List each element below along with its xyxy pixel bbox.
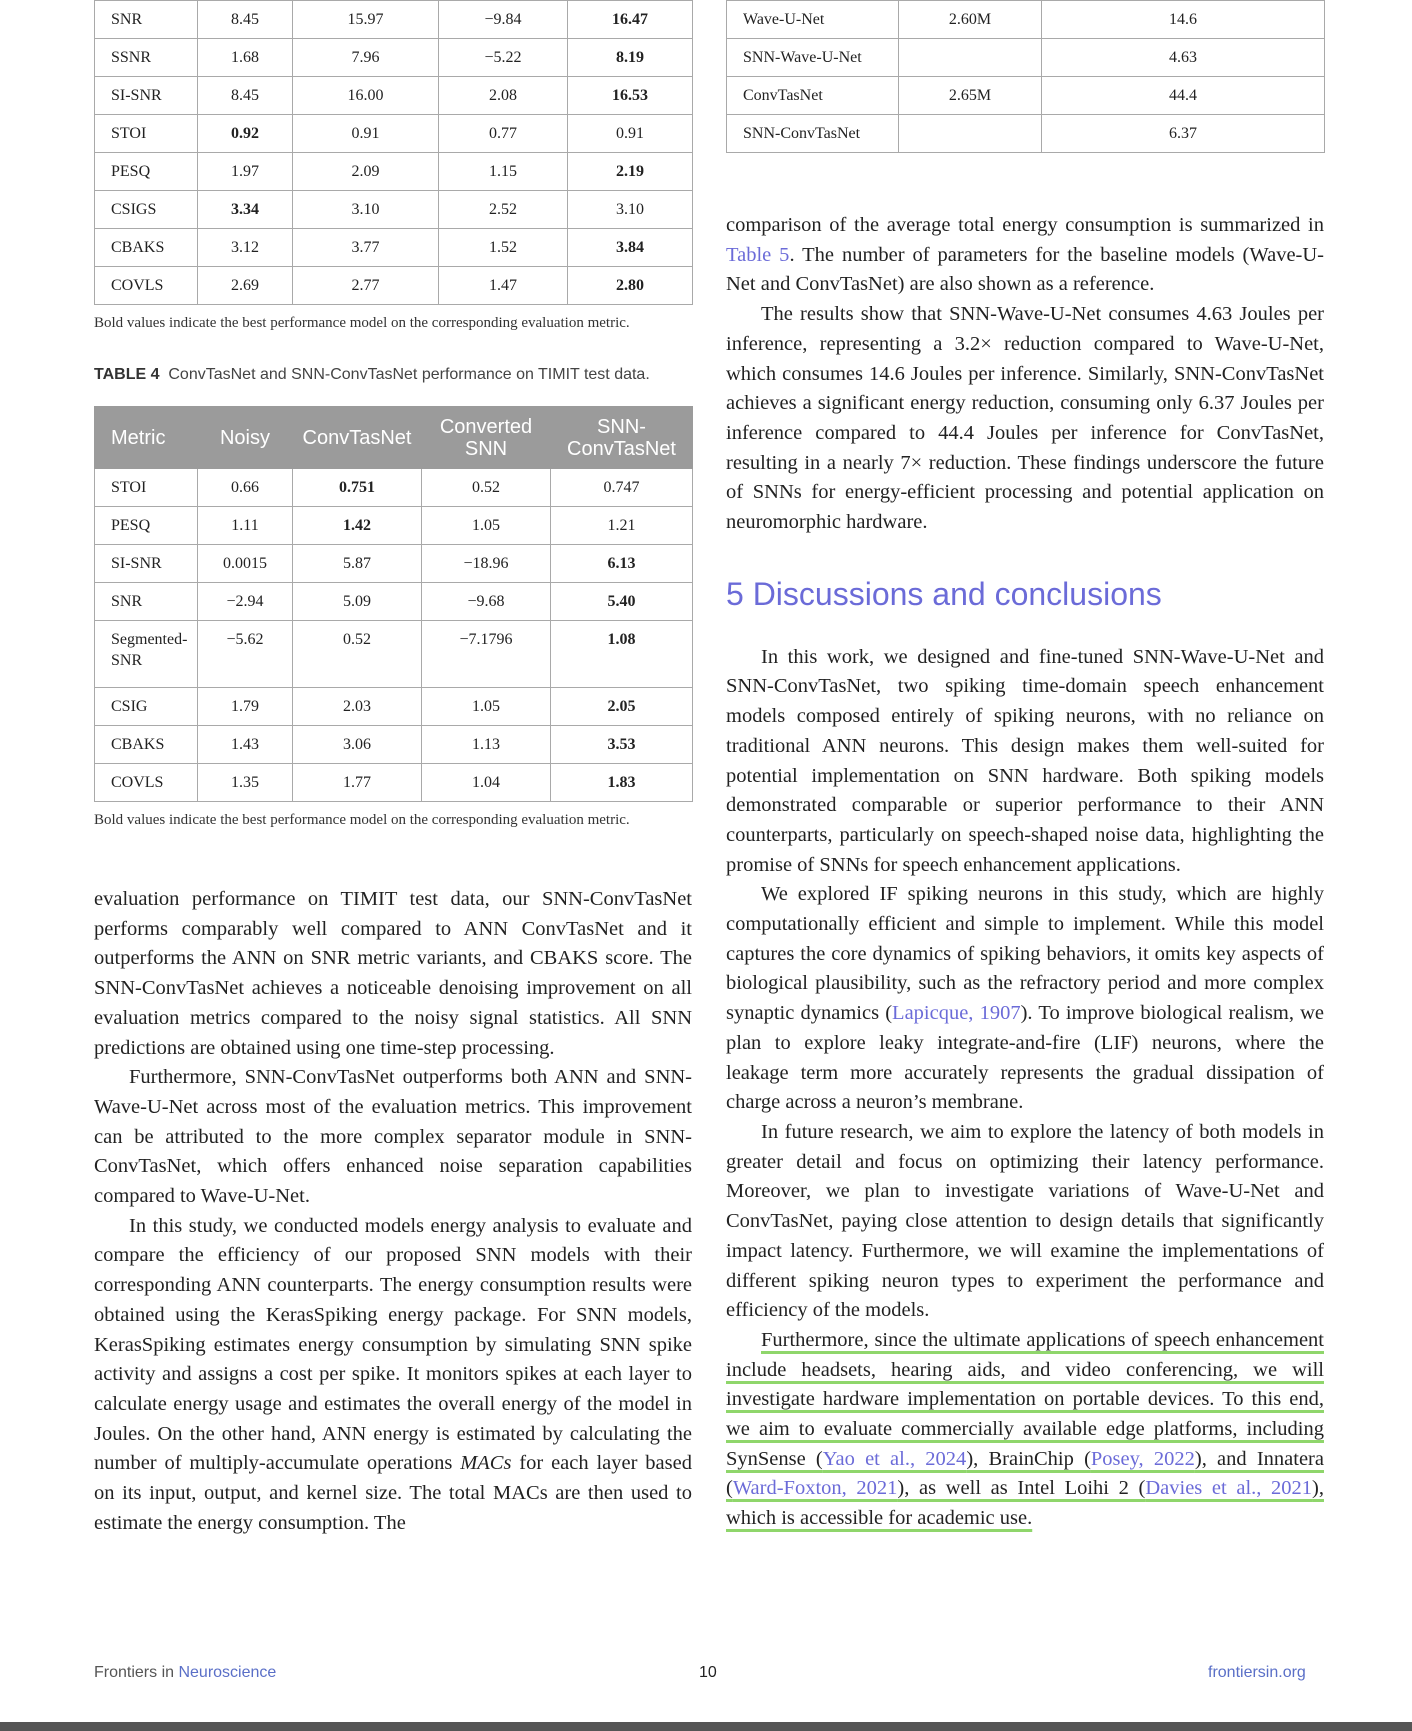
paragraph: In this study, we conducted models energy analysis to evaluate and compare the efficiency of our proposed SNN models with their corresponding ANN counterparts. The energy consumption results were obtained using the KerasSpiking energy package. For SNN models, KerasSpiking estimates energy consumption by simulating SNN spike activity and assigns a cost per spike. It monitors spikes at each layer to calculate energy usage and estimates the overall energy of the model in Joules. On the other hand, ANN energy is estimated by calculating the number of multiply-accumulate operations MACs for each layer based on its input, output, and kernel size. The total MACs are then used to estimate the energy consumption. The	[94, 1214, 692, 1534]
value-cell: 5.87	[293, 545, 422, 583]
citation-link[interactable]: Davies et al., 2021	[1145, 1477, 1313, 1500]
column-header: Converted SNN	[422, 407, 551, 469]
value-cell: 1.13	[422, 726, 551, 764]
table-4-note: Bold values indicate the best performance model on the corresponding evaluation metric.	[94, 812, 630, 828]
value-cell: 2.05	[551, 688, 693, 726]
table-row	[95, 191, 693, 229]
table-row	[95, 545, 693, 583]
column-header: SNN-ConvTasNet	[551, 407, 693, 469]
value-cell: 1.05	[422, 507, 551, 545]
table-row	[727, 1, 1325, 39]
metric-cell: CBAKS	[95, 726, 198, 764]
value-cell: 2.69	[198, 267, 293, 305]
params-cell: 2.60M	[899, 1, 1042, 39]
energy-cell: 4.63	[1042, 39, 1325, 77]
metric-cell: Segmented-SNR	[95, 621, 198, 688]
journal-link[interactable]: Neuroscience	[178, 1664, 277, 1681]
value-cell: −5.22	[439, 39, 568, 77]
table-row	[95, 267, 693, 305]
value-cell: 2.80	[568, 267, 693, 305]
table-row	[727, 39, 1325, 77]
table-3-note: Bold values indicate the best performance model on the corresponding evaluation metric.	[94, 315, 630, 331]
value-cell: 1.08	[551, 621, 693, 688]
left-column	[94, 0, 692, 1538]
value-cell: 2.77	[293, 267, 439, 305]
bottom-bar	[0, 1722, 1412, 1731]
table-row	[95, 153, 693, 191]
value-cell: 1.79	[198, 688, 293, 726]
params-cell	[899, 39, 1042, 77]
table-row	[95, 229, 693, 267]
site-link[interactable]: frontiersin.org	[1208, 1664, 1306, 1681]
value-cell: 5.40	[551, 583, 693, 621]
value-cell: 0.91	[568, 115, 693, 153]
right-column	[726, 0, 1324, 1534]
discussion-text	[726, 643, 1324, 1534]
table-row	[95, 77, 693, 115]
paragraph: evaluation performance on TIMIT test data, our SNN-ConvTasNet performs comparably well compared to ANN ConvTasNet and it outperforms the ANN on SNR metric variants, and CBAKS score. The SNN-ConvTasNet achieves a noticeable denoising improvement on all evaluation metrics compared to the noisy signal statistics. All SNN predictions are obtained using one time-step processing.	[94, 888, 692, 1059]
value-cell: 3.53	[551, 726, 693, 764]
value-cell: 1.77	[293, 764, 422, 802]
footer-site	[1208, 1664, 1306, 1682]
metric-cell: STOI	[95, 469, 198, 507]
value-cell: 3.12	[198, 229, 293, 267]
table-row	[95, 115, 693, 153]
value-cell: 1.35	[198, 764, 293, 802]
left-body-text	[94, 885, 692, 1538]
value-cell: 1.05	[422, 688, 551, 726]
value-cell: 3.84	[568, 229, 693, 267]
value-cell: 0.0015	[198, 545, 293, 583]
value-cell: 0.52	[293, 621, 422, 688]
citation-link[interactable]: Lapicque, 1907	[892, 1002, 1021, 1025]
paragraph: The results show that SNN-Wave-U-Net consumes 4.63 Joules per inference, representing a 3.2× reduction compared to Wave-U-Net, which consumes 14.6 Joules per inference. Similarly, SNN-ConvTasNet achieves a significant energy reduction, consuming only 6.37 Joules per inference compared to 44.4 Joules per inference for ConvTasNet, resulting in a nearly 7× reduction. These findings underscore the future of SNNs for energy-efficient processing and potential application on neuromorphic hardware.	[726, 303, 1324, 534]
value-cell: 15.97	[293, 1, 439, 39]
metric-cell: COVLS	[95, 267, 198, 305]
table-row	[95, 583, 693, 621]
table-row	[95, 726, 693, 764]
highlighted-paragraph: Furthermore, since the ultimate applications of speech enhancement include headsets, hearing aids, and video conferencing, we will investigate hardware implementation on portable devices. To this end, we aim to evaluate commercially available edge platforms, including SynSense (Yao et al., 2024), BrainChip (Posey, 2022), and Innatera (Ward-Foxton, 2021), as well as Intel Loihi 2 (Davies et al., 2021), which is accessible for academic use.	[726, 1328, 1324, 1530]
table-row	[95, 507, 693, 545]
value-cell: 6.13	[551, 545, 693, 583]
value-cell: 8.19	[568, 39, 693, 77]
value-cell: 3.10	[293, 191, 439, 229]
table-5	[726, 0, 1325, 153]
section-heading: 5 Discussions and conclusions	[726, 575, 1162, 612]
params-cell	[899, 115, 1042, 153]
value-cell: 2.03	[293, 688, 422, 726]
params-cell: 2.65M	[899, 77, 1042, 115]
table-4	[94, 406, 693, 802]
value-cell: 0.52	[422, 469, 551, 507]
value-cell: 16.00	[293, 77, 439, 115]
value-cell: 0.92	[198, 115, 293, 153]
value-cell: 0.91	[293, 115, 439, 153]
column-header: Metric	[95, 407, 198, 469]
metric-cell: SNR	[95, 1, 198, 39]
metric-cell: COVLS	[95, 764, 198, 802]
value-cell: −9.68	[422, 583, 551, 621]
value-cell: 1.52	[439, 229, 568, 267]
paragraph: Furthermore, SNN-ConvTasNet outperforms both ANN and SNN-Wave-U-Net across most of the evaluation metrics. This improvement can be attributed to the more complex separator module in SNN-ConvTasNet, which offers enhanced noise separation capabilities compared to Wave-U-Net.	[94, 1066, 692, 1208]
value-cell: 3.10	[568, 191, 693, 229]
value-cell: 2.52	[439, 191, 568, 229]
table-row	[95, 764, 693, 802]
metric-cell: SNR	[95, 583, 198, 621]
table-row	[95, 39, 693, 77]
paragraph: In future research, we aim to explore the latency of both models in greater detail and focus on optimizing their latency performance. Moreover, we plan to investigate variations of Wave-U-Net and ConvTasNet, paying close attention to design details that significantly impact latency. Furthermore, we will examine the implementations of different spiking neuron types to experiment the performance and efficiency of the models.	[726, 1120, 1324, 1322]
table-4-caption-text: ConvTasNet and SNN-ConvTasNet performance on TIMIT test data.	[168, 366, 650, 383]
metric-cell: CSIGS	[95, 191, 198, 229]
metric-cell: CBAKS	[95, 229, 198, 267]
table-row	[95, 621, 693, 688]
paragraph: In this work, we designed and fine-tuned SNN-Wave-U-Net and SNN-ConvTasNet, two spiking time-domain speech enhancement models composed entirely of spiking neurons, with no reliance on traditional ANN neurons. This design makes them well-suited for potential implementation on SNN hardware. Both spiking models demonstrated comparable or superior performance to their ANN counterparts, particularly on speech-shaped noise data, highlighting the promise of SNNs for speech enhancement applications.	[726, 645, 1324, 876]
citation-link[interactable]: Ward-Foxton, 2021	[732, 1477, 898, 1500]
value-cell: 1.68	[198, 39, 293, 77]
citation-link[interactable]: Posey, 2022	[1090, 1447, 1195, 1470]
energy-cell: 44.4	[1042, 77, 1325, 115]
table-row	[95, 469, 693, 507]
metric-cell: PESQ	[95, 507, 198, 545]
value-cell: 0.747	[551, 469, 693, 507]
value-cell: −2.94	[198, 583, 293, 621]
value-cell: 3.34	[198, 191, 293, 229]
metric-cell: PESQ	[95, 153, 198, 191]
paragraph: comparison of the average total energy consumption is summarized in Table 5. The number of parameters for the baseline models (Wave-U-Net and ConvTasNet) are also shown as a reference.	[726, 214, 1324, 296]
table-row	[727, 115, 1325, 153]
value-cell: 16.47	[568, 1, 693, 39]
value-cell: 2.08	[439, 77, 568, 115]
model-cell: SNN-Wave-U-Net	[727, 39, 899, 77]
value-cell: 1.42	[293, 507, 422, 545]
model-cell: Wave-U-Net	[727, 1, 899, 39]
value-cell: 1.11	[198, 507, 293, 545]
footer-journal: Frontiers in Neuroscience	[94, 1664, 277, 1681]
table-row	[95, 1, 693, 39]
metric-cell: SI-SNR	[95, 545, 198, 583]
value-cell: 0.77	[439, 115, 568, 153]
table-4-caption	[94, 364, 692, 386]
page-number: 10	[699, 1664, 717, 1681]
table-4-label: TABLE 4	[94, 366, 160, 383]
energy-cell: 6.37	[1042, 115, 1325, 153]
table-row	[95, 688, 693, 726]
right-body-text	[726, 211, 1324, 538]
value-cell: 1.47	[439, 267, 568, 305]
column-header: Noisy	[198, 407, 293, 469]
paragraph: We explored IF spiking neurons in this study, which are highly computationally efficient and simple to implement. While this model captures the core dynamics of spiking behaviors, it omits key aspects of biological plausibility, such as the refractory period and more complex synaptic dynamics (Lapicque, 1907). To improve biological realism, we plan to explore leaky integrate-and-fire (LIF) neurons, where the leakage term more accurately represents the gradual dissipation of charge across a neuron’s membrane.	[726, 883, 1325, 1114]
model-cell: ConvTasNet	[727, 77, 899, 115]
table-5-link[interactable]: Table 5	[726, 243, 790, 266]
value-cell: −9.84	[439, 1, 568, 39]
value-cell: 8.45	[198, 1, 293, 39]
citation-link[interactable]: Yao et al., 2024	[822, 1447, 967, 1470]
column-header: ConvTasNet	[293, 407, 422, 469]
value-cell: 1.21	[551, 507, 693, 545]
value-cell: 5.09	[293, 583, 422, 621]
value-cell: 8.45	[198, 77, 293, 115]
value-cell: 3.06	[293, 726, 422, 764]
value-cell: −18.96	[422, 545, 551, 583]
value-cell: 2.19	[568, 153, 693, 191]
metric-cell: STOI	[95, 115, 198, 153]
value-cell: 1.83	[551, 764, 693, 802]
table-row	[727, 77, 1325, 115]
value-cell: 1.97	[198, 153, 293, 191]
metric-cell: SSNR	[95, 39, 198, 77]
value-cell: 7.96	[293, 39, 439, 77]
value-cell: 16.53	[568, 77, 693, 115]
value-cell: 3.77	[293, 229, 439, 267]
value-cell: 2.09	[293, 153, 439, 191]
metric-cell: SI-SNR	[95, 77, 198, 115]
value-cell: 1.04	[422, 764, 551, 802]
value-cell: 1.43	[198, 726, 293, 764]
model-cell: SNN-ConvTasNet	[727, 115, 899, 153]
value-cell: 0.66	[198, 469, 293, 507]
value-cell: −5.62	[198, 621, 293, 688]
table-3	[94, 0, 693, 305]
energy-cell: 14.6	[1042, 1, 1325, 39]
value-cell: 0.751	[293, 469, 422, 507]
value-cell: −7.1796	[422, 621, 551, 688]
value-cell: 1.15	[439, 153, 568, 191]
metric-cell: CSIG	[95, 688, 198, 726]
